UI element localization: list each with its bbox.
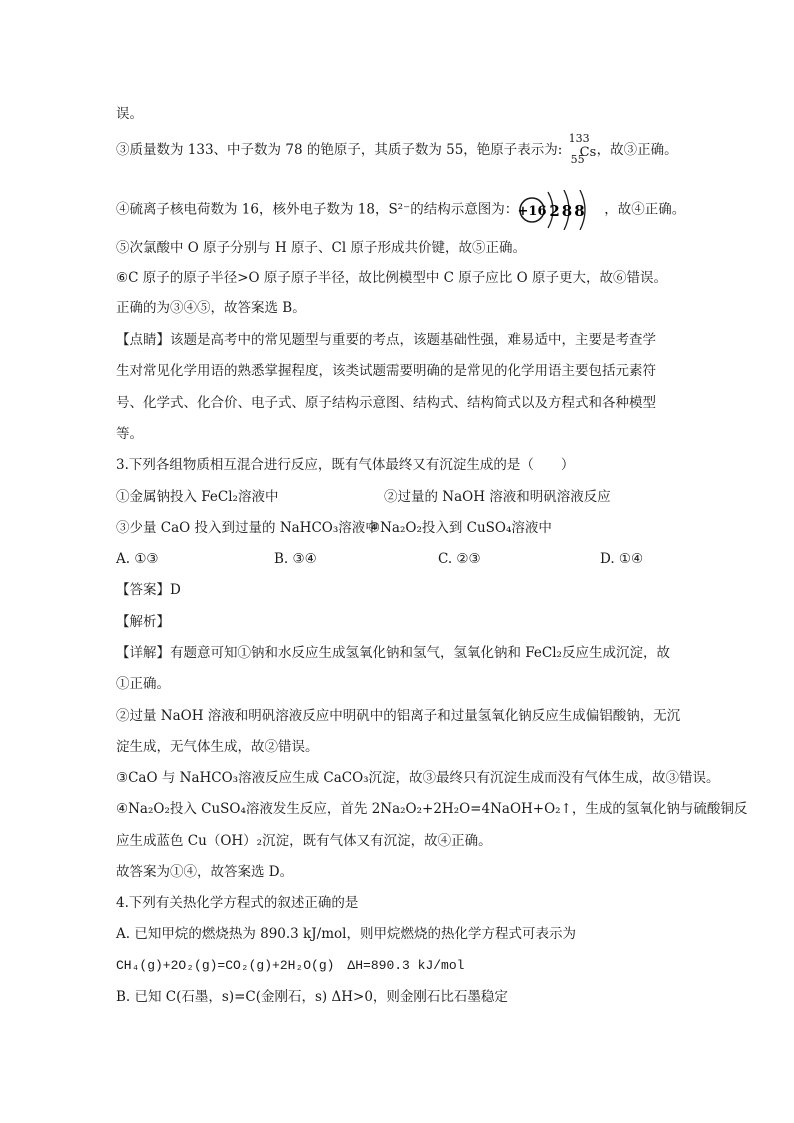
q3-option-d: D. ①④ bbox=[600, 551, 644, 567]
detail-line-2: ①正确。 bbox=[116, 676, 170, 692]
question-4-stem: 4.下列有关热化学方程式的叙述正确的是 bbox=[116, 895, 359, 911]
detail-line-5: ③CaO 与 NaHCO₃溶液反应生成 CaCO₃沉淀，故③最终只有沉淀生成而没有气体生成，故③错误。 bbox=[116, 770, 720, 786]
detail-line-4: 淀生成，无气体生成，故②错误。 bbox=[116, 739, 319, 755]
cs-nuclide-notation: 133 55 Cs bbox=[568, 131, 597, 166]
detail-line-1: 【详解】有题意可知①钠和水反应生成氢氧化钠和氢气，氢氧化钠和 FeCl₂反应生成沉淀，故 bbox=[116, 645, 670, 661]
q3-item-2: ②过量的 NaOH 溶液和明矾溶液反应 bbox=[384, 489, 611, 505]
tip-line-1: 【点睛】该题是高考中的常见题型与重要的考点，该题基础性强，难易适中，主要是考查学 bbox=[116, 332, 656, 348]
text-line-s2-structure: ④硫离子核电荷数为 16，核外电子数为 18，S²⁻的结构示意图为： +16 288 ，故④正确。 bbox=[116, 190, 694, 230]
q3-option-c: C. ②③ bbox=[438, 551, 481, 567]
detail-line-8: 故答案为①④，故答案选 D。 bbox=[116, 864, 294, 880]
q3-option-b: B. ③④ bbox=[274, 551, 317, 567]
q3-option-a: A. ①③ bbox=[116, 551, 159, 567]
q4-option-b: B. 已知 C(石墨，s)=C(金刚石，s) ΔH>0，则金刚石比石墨稳定 bbox=[116, 989, 508, 1005]
detail-line-7: 应生成蓝色 Cu（OH）₂沉淀，既有气体又有沉淀，故④正确。 bbox=[116, 833, 492, 849]
nucleus-charge: +16 bbox=[518, 204, 547, 219]
detail-line-3: ②过量 NaOH 溶液和明矾溶液反应中明矾中的铝离子和过量氢氧化钠反应生成偏铝酸钠，无沉 bbox=[116, 708, 681, 724]
tip-line-4: 等。 bbox=[116, 426, 143, 442]
q3-item-1: ①金属钠投入 FeCl₂溶液中 bbox=[116, 489, 279, 505]
q4-option-a-equation: CH₄(g)+2O₂(g)=CO₂(g)+2H₂O(g) ΔH=890.3 kJ/mol bbox=[116, 958, 465, 973]
text-line-7: 正确的为③④⑤，故答案选 B。 bbox=[116, 300, 306, 316]
answer-line: 【答案】D bbox=[116, 582, 181, 598]
q4-option-a: A. 已知甲烷的燃烧热为 890.3 kJ/mol，则甲烷燃烧的热化学方程式可表示为 bbox=[116, 926, 576, 942]
tip-line-2: 生对常见化学用语的熟悉掌握程度，该类试题需要明确的是常见的化学用语主要包括元素符 bbox=[116, 363, 656, 379]
text-line-5: ⑤次氯酸中 O 原子分别与 H 原子、Cl 原子形成共价键，故⑤正确。 bbox=[116, 240, 526, 256]
analysis-heading: 【解析】 bbox=[116, 614, 170, 630]
detail-line-6: ④Na₂O₂投入 CuSO₄溶液发生反应，首先 2Na₂O₂+2H₂O=4NaOH+O₂↑，生成的氢氧化钠与硫酸铜反 bbox=[116, 801, 748, 817]
q3-item-4: ④Na₂O₂投入到 CuSO₄溶液中 bbox=[368, 520, 552, 536]
question-3-stem: 3.下列各组物质相互混合进行反应，既有气体最终又有沉淀生成的是（ ） bbox=[116, 457, 575, 473]
text-line-6: ⑥C 原子的原子半径>O 原子原子半径，故比例模型中 C 原子应比 O 原子更大，故⑥错误。 bbox=[116, 270, 667, 286]
electron-shells: 288 bbox=[549, 202, 587, 220]
q3-item-3: ③少量 CaO 投入到过量的 NaHCO₃溶液中 bbox=[116, 520, 379, 536]
text-line-1: 误。 bbox=[116, 106, 143, 122]
tip-line-3: 号、化学式、化合价、电子式、原子结构示意图、结构式、结构简式以及方程式和各种模型 bbox=[116, 395, 656, 411]
sulfide-ion-structure-diagram bbox=[518, 190, 604, 230]
text-line-cs-nuclide: ③质量数为 133、中子数为 78 的铯原子，其质子数为 55，铯原子表示为: 133 55 Cs ，故③正确。 bbox=[116, 131, 678, 166]
